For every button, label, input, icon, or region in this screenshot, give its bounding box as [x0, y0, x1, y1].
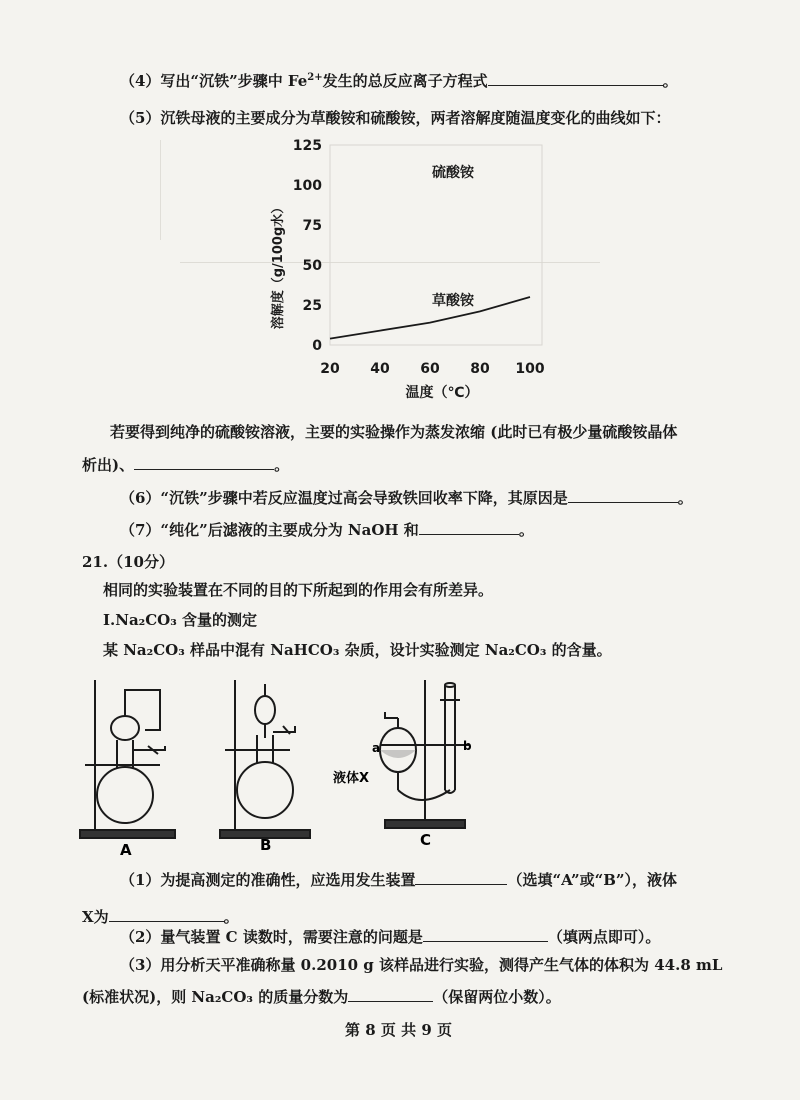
- q20-part7-blank[interactable]: [419, 518, 519, 535]
- q20-part7: [120, 518, 534, 540]
- q21-part2-text: （2）量气装置 C 读数时，需要注意的问题是: [120, 928, 423, 946]
- q21-part1-end: 。: [223, 908, 239, 926]
- q20-part5: （5）沉铁母液的主要成分为草酸铵和硫酸铵，两者溶解度随温度变化的曲线如下：: [120, 109, 671, 127]
- apparatus-diagram: [0, 670, 800, 870]
- x-tick-label: 100: [515, 361, 545, 377]
- x-tick-label: 60: [420, 361, 440, 377]
- y-tick-label: 50: [302, 258, 322, 274]
- label-a: A: [120, 841, 132, 859]
- label-a-lower: a: [372, 741, 381, 755]
- page-footer: 第 8 页 共 9 页: [345, 1021, 452, 1039]
- q21-part3: （3）用分析天平准确称量 0.2010 g 该样品进行实验，测得产生气体的体积为 44.8 mL: [120, 956, 723, 974]
- q21-part1-blank-device[interactable]: [415, 868, 507, 885]
- q21-part1-text-2: （选填“A”或“B”），液体: [507, 871, 678, 889]
- q20-part6-end: 。: [677, 489, 693, 507]
- label-b: B: [260, 836, 272, 854]
- q20-part5-line2-text: 析出)、: [82, 456, 135, 474]
- label-liquid-x: 液体X: [333, 771, 370, 786]
- q21-header: 21.（10分）: [82, 553, 174, 571]
- q21-part3-blank[interactable]: [348, 985, 433, 1002]
- apparatus-c: [380, 680, 470, 828]
- q20-part7-end: 。: [518, 521, 534, 539]
- y-tick-label: 125: [292, 138, 322, 154]
- series-label-2: 草酸铵: [432, 293, 474, 309]
- label-c: C: [420, 831, 432, 849]
- series-label-1: 硫酸铵: [432, 165, 474, 181]
- q21-part3-line2-text: (标准状况)，则 Na₂CO₃ 的质量分数为: [82, 988, 349, 1006]
- q20-part6-blank[interactable]: [568, 486, 678, 503]
- q20-part5-line2: [82, 453, 289, 475]
- q21-description: 某 Na₂CO₃ 样品中混有 NaHCO₃ 杂质，设计实验测定 Na₂CO₃ 的含量。: [103, 641, 612, 659]
- q20-part5-continued: 若要得到纯净的硫酸铵溶液，主要的实验操作为蒸发浓缩 (此时已有极少量硫酸铵晶体: [110, 423, 678, 441]
- y-tick-label: 75: [302, 218, 322, 234]
- q20-part6: [120, 486, 693, 508]
- q20-part7-text: （7）“纯化”后滤液的主要成分为 NaOH 和: [120, 521, 419, 539]
- q21-part2-blank[interactable]: [423, 925, 548, 942]
- q21-part2: [120, 925, 660, 947]
- y-tick-label: 25: [302, 298, 322, 314]
- q20-part6-text: （6）“沉铁”步骤中若反应温度过高会导致铁回收率下降，其原因是: [120, 489, 568, 507]
- q20-part4-charge: 2+: [307, 72, 323, 83]
- q20-part4-text-2: 发生的总反应离子方程式: [322, 72, 488, 90]
- q20-part4-end: 。: [662, 72, 678, 90]
- solubility-chart: [0, 125, 800, 545]
- y-axis-label: 溶解度（g/100g水）: [271, 200, 286, 330]
- q21-part1-text: （1）为提高测定的准确性，应选用发生装置: [120, 871, 416, 889]
- chart-plot-area: [270, 138, 545, 401]
- q21-part3-text-2: （保留两位小数）。: [433, 988, 561, 1006]
- series-line-2: [330, 297, 530, 339]
- x-tick-label: 80: [470, 361, 490, 377]
- q21-part1: [120, 868, 677, 890]
- q20-part4-blank[interactable]: [488, 69, 663, 86]
- q21-part2-text-2: （填两点即可）。: [547, 928, 661, 946]
- q20-part5-end: 。: [274, 456, 290, 474]
- q21-part1-line2: [82, 905, 239, 927]
- y-tick-label: 0: [312, 338, 322, 354]
- q20-part4-text: （4）写出“沉铁”步骤中 Fe: [120, 72, 308, 90]
- q20-part5-blank[interactable]: [134, 453, 274, 470]
- q21-part1-line2-text: X为: [82, 908, 109, 926]
- label-b-lower: b: [463, 739, 472, 753]
- y-tick-label: 100: [292, 178, 322, 194]
- x-axis-label: 温度（℃）: [405, 385, 479, 401]
- q21-part3-line2: [82, 985, 561, 1007]
- x-tick-label: 20: [320, 361, 340, 377]
- q21-part1-blank-liquid[interactable]: [109, 905, 224, 922]
- apparatus-b: [220, 680, 310, 838]
- x-tick-label: 40: [370, 361, 390, 377]
- q21-intro: 相同的实验装置在不同的目的下所起到的作用会有所差异。: [103, 581, 494, 599]
- apparatus-a: [80, 680, 175, 838]
- q21-section-title: Ⅰ.Na₂CO₃ 含量的测定: [103, 611, 258, 629]
- q20-part4: [120, 68, 678, 91]
